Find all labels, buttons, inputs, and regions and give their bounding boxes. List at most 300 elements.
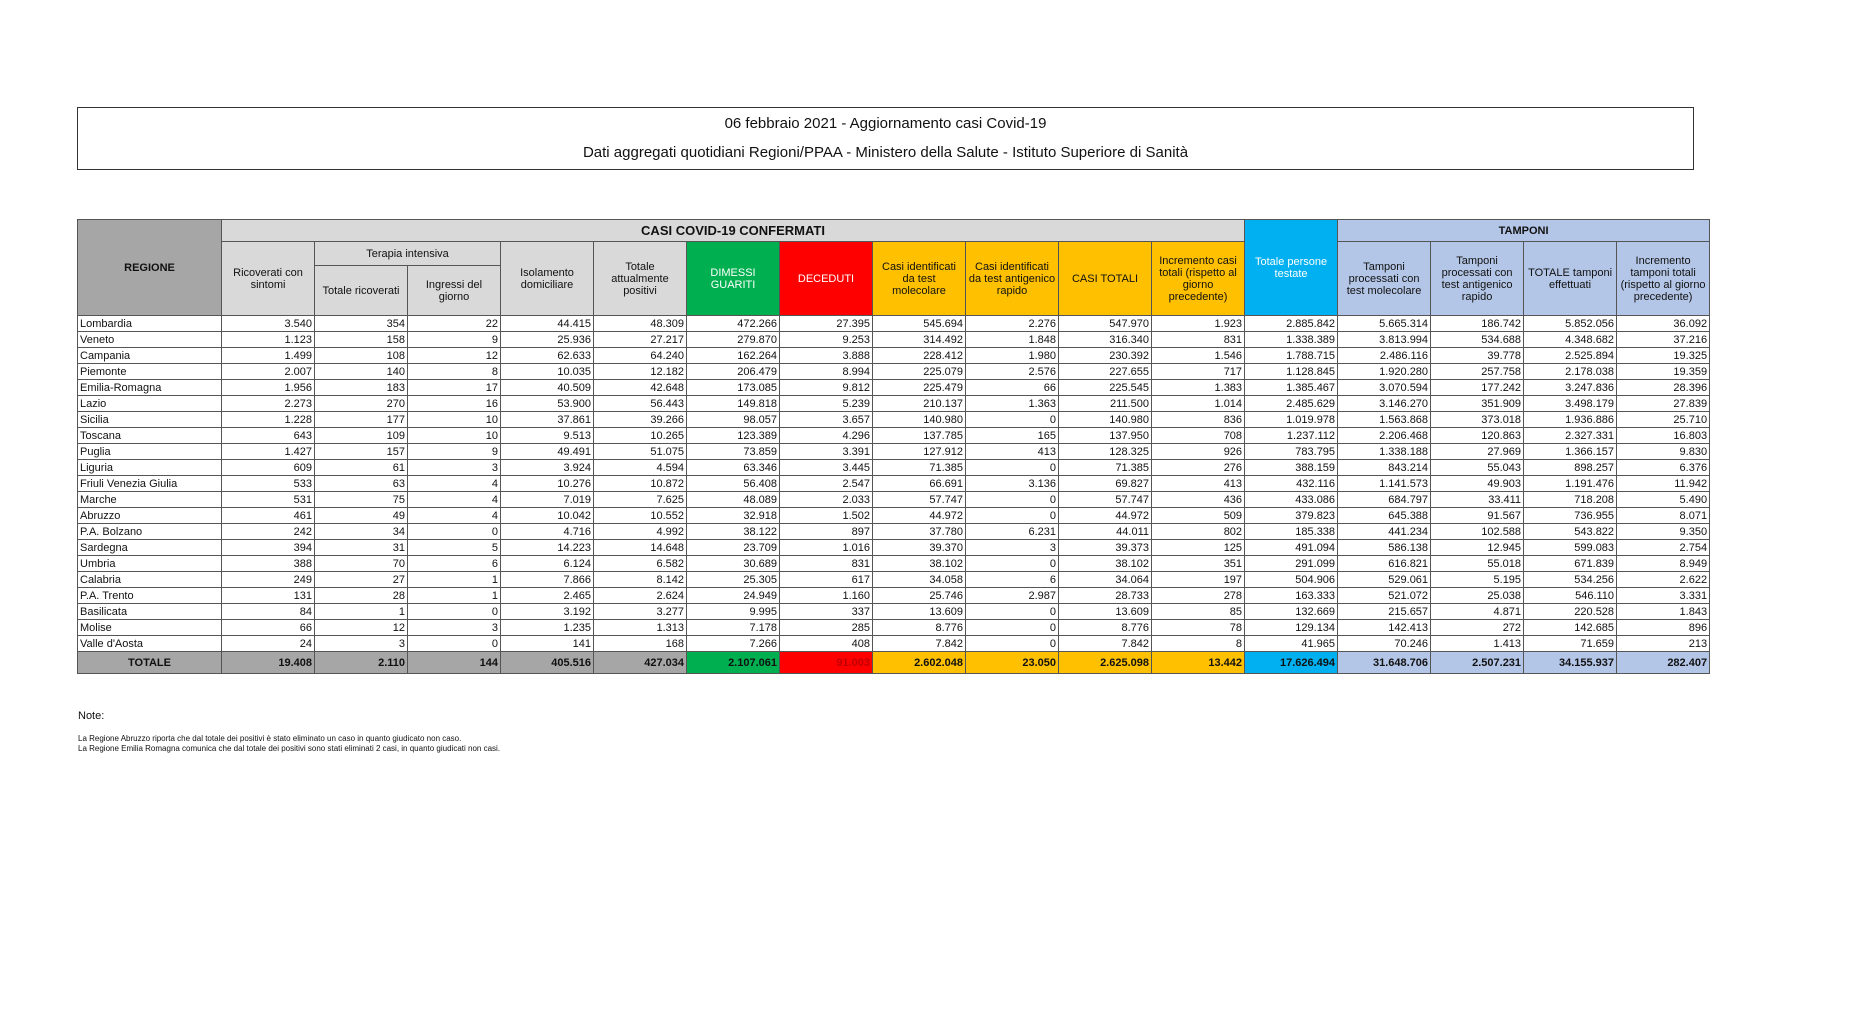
value-cell: 278 [1152, 588, 1245, 604]
value-cell: 1.123 [222, 332, 315, 348]
value-cell: 534.688 [1431, 332, 1524, 348]
value-cell: 2.178.038 [1524, 364, 1617, 380]
value-cell: 8 [1152, 636, 1245, 652]
value-cell: 2.206.468 [1338, 428, 1431, 444]
value-cell: 23.709 [687, 540, 780, 556]
value-cell: 39.778 [1431, 348, 1524, 364]
table-row [78, 460, 1710, 476]
value-cell: 129.134 [1245, 620, 1338, 636]
value-cell: 0 [966, 636, 1059, 652]
value-cell: 73.859 [687, 444, 780, 460]
value-cell: 220.528 [1524, 604, 1617, 620]
report-subtitle: Dati aggregati quotidiani Regioni/PPAA - Ministero della Salute - Istituto Superiore di Sanità [582, 144, 1189, 161]
value-cell: 40.509 [501, 380, 594, 396]
value-cell: 547.970 [1059, 316, 1152, 332]
table-row [78, 428, 1710, 444]
value-cell: 55.018 [1431, 556, 1524, 572]
value-cell: 4 [408, 476, 501, 492]
value-cell: 4 [408, 492, 501, 508]
value-cell: 61 [315, 460, 408, 476]
value-cell: 227.655 [1059, 364, 1152, 380]
value-cell: 84 [222, 604, 315, 620]
value-cell: 27 [315, 572, 408, 588]
value-cell: 27.969 [1431, 444, 1524, 460]
value-cell: 616.821 [1338, 556, 1431, 572]
value-cell: 2.273 [222, 396, 315, 412]
value-cell: 413 [966, 444, 1059, 460]
value-cell: 49 [315, 508, 408, 524]
value-cell: 165 [966, 428, 1059, 444]
value-cell: 521.072 [1338, 588, 1431, 604]
value-cell: 16.803 [1617, 428, 1710, 444]
value-cell: 34.058 [873, 572, 966, 588]
value-cell: 25.710 [1617, 412, 1710, 428]
value-cell: 8.142 [594, 572, 687, 588]
region-name-cell: Lazio [78, 396, 222, 412]
report-title: 06 febbraio 2021 - Aggiornamento casi Covid-19 [724, 115, 1047, 132]
value-cell: 69.827 [1059, 476, 1152, 492]
value-cell: 120.863 [1431, 428, 1524, 444]
value-cell: 9 [408, 332, 501, 348]
value-cell: 66 [966, 380, 1059, 396]
total-value-cell: 2.602.048 [873, 652, 966, 674]
value-cell: 28 [315, 588, 408, 604]
value-cell: 3.192 [501, 604, 594, 620]
value-cell: 645.388 [1338, 508, 1431, 524]
value-cell: 7.842 [873, 636, 966, 652]
value-cell: 491.094 [1245, 540, 1338, 556]
value-cell: 10.042 [501, 508, 594, 524]
value-cell: 28.396 [1617, 380, 1710, 396]
total-value-cell: 17.626.494 [1245, 652, 1338, 674]
header-ricoverati: Ricoverati con sintomi [222, 242, 315, 316]
value-cell: 211.500 [1059, 396, 1152, 412]
value-cell: 140.980 [873, 412, 966, 428]
value-cell: 2.622 [1617, 572, 1710, 588]
total-value-cell: 34.155.937 [1524, 652, 1617, 674]
value-cell: 671.839 [1524, 556, 1617, 572]
total-value-cell: 23.050 [966, 652, 1059, 674]
region-name-cell: Sicilia [78, 412, 222, 428]
value-cell: 1.848 [966, 332, 1059, 348]
value-cell: 1.936.886 [1524, 412, 1617, 428]
value-cell: 225.545 [1059, 380, 1152, 396]
value-cell: 24.949 [687, 588, 780, 604]
region-name-cell: Toscana [78, 428, 222, 444]
value-cell: 436 [1152, 492, 1245, 508]
value-cell: 56.408 [687, 476, 780, 492]
value-cell: 276 [1152, 460, 1245, 476]
value-cell: 213 [1617, 636, 1710, 652]
header-terapia-intensiva: Terapia intensiva [315, 242, 501, 266]
value-cell: 314.492 [873, 332, 966, 348]
value-cell: 27.395 [780, 316, 873, 332]
value-cell: 98.057 [687, 412, 780, 428]
value-cell: 56.443 [594, 396, 687, 412]
value-cell: 394 [222, 540, 315, 556]
value-cell: 843.214 [1338, 460, 1431, 476]
value-cell: 75 [315, 492, 408, 508]
table-row [78, 636, 1710, 652]
value-cell: 27.217 [594, 332, 687, 348]
value-cell: 6.231 [966, 524, 1059, 540]
region-name-cell: Veneto [78, 332, 222, 348]
value-cell: 279.870 [687, 332, 780, 348]
value-cell: 3 [408, 460, 501, 476]
value-cell: 0 [966, 620, 1059, 636]
value-cell: 71.659 [1524, 636, 1617, 652]
value-cell: 1.235 [501, 620, 594, 636]
value-cell: 831 [1152, 332, 1245, 348]
value-cell: 142.685 [1524, 620, 1617, 636]
value-cell: 2.486.116 [1338, 348, 1431, 364]
value-cell: 543.822 [1524, 524, 1617, 540]
value-cell: 44.011 [1059, 524, 1152, 540]
value-cell: 1.546 [1152, 348, 1245, 364]
value-cell: 509 [1152, 508, 1245, 524]
value-cell: 1.016 [780, 540, 873, 556]
value-cell: 16 [408, 396, 501, 412]
value-cell: 215.657 [1338, 604, 1431, 620]
total-value-cell: 13.442 [1152, 652, 1245, 674]
value-cell: 1.338.389 [1245, 332, 1338, 348]
value-cell: 10.276 [501, 476, 594, 492]
value-cell: 70.246 [1338, 636, 1431, 652]
value-cell: 38.122 [687, 524, 780, 540]
value-cell: 39.266 [594, 412, 687, 428]
value-cell: 44.972 [1059, 508, 1152, 524]
table-row [78, 476, 1710, 492]
value-cell: 1.499 [222, 348, 315, 364]
value-cell: 4.348.682 [1524, 332, 1617, 348]
table-row [78, 348, 1710, 364]
value-cell: 41.965 [1245, 636, 1338, 652]
table-row [78, 332, 1710, 348]
value-cell: 926 [1152, 444, 1245, 460]
value-cell: 0 [966, 460, 1059, 476]
value-cell: 2.327.331 [1524, 428, 1617, 444]
header-isolamento: Isolamento domiciliare [501, 242, 594, 316]
value-cell: 316.340 [1059, 332, 1152, 348]
value-cell: 140.980 [1059, 412, 1152, 428]
value-cell: 157 [315, 444, 408, 460]
table-body [78, 316, 1710, 674]
value-cell: 4.871 [1431, 604, 1524, 620]
header-casi-confermati: CASI COVID-19 CONFERMATI [222, 220, 1245, 242]
value-cell: 44.972 [873, 508, 966, 524]
value-cell: 2.576 [966, 364, 1059, 380]
total-value-cell: 144 [408, 652, 501, 674]
value-cell: 10.552 [594, 508, 687, 524]
table-row [78, 588, 1710, 604]
value-cell: 8.994 [780, 364, 873, 380]
note-abruzzo: La Regione Abruzzo riporta che dal totale dei positivi è stato eliminato un caso in quanto giudicato non caso. [78, 734, 462, 743]
region-name-cell: Marche [78, 492, 222, 508]
value-cell: 5 [408, 540, 501, 556]
value-cell: 3 [408, 620, 501, 636]
value-cell: 128.325 [1059, 444, 1152, 460]
value-cell: 472.266 [687, 316, 780, 332]
value-cell: 131 [222, 588, 315, 604]
table-row [78, 316, 1710, 332]
value-cell: 125 [1152, 540, 1245, 556]
value-cell: 2.525.894 [1524, 348, 1617, 364]
value-cell: 2.754 [1617, 540, 1710, 556]
table-row [78, 444, 1710, 460]
value-cell: 173.085 [687, 380, 780, 396]
value-cell: 3.331 [1617, 588, 1710, 604]
value-cell: 1.413 [1431, 636, 1524, 652]
value-cell: 1.128.845 [1245, 364, 1338, 380]
value-cell: 7.266 [687, 636, 780, 652]
value-cell: 1.956 [222, 380, 315, 396]
table-row [78, 524, 1710, 540]
value-cell: 1.923 [1152, 316, 1245, 332]
value-cell: 13.609 [1059, 604, 1152, 620]
value-cell: 531 [222, 492, 315, 508]
region-name-cell: Puglia [78, 444, 222, 460]
table-row [78, 620, 1710, 636]
value-cell: 210.137 [873, 396, 966, 412]
value-cell: 461 [222, 508, 315, 524]
value-cell: 141 [501, 636, 594, 652]
value-cell: 2.276 [966, 316, 1059, 332]
value-cell: 158 [315, 332, 408, 348]
value-cell: 28.733 [1059, 588, 1152, 604]
header-totale-tamponi: TOTALE tamponi effettuati [1524, 242, 1617, 316]
value-cell: 127.912 [873, 444, 966, 460]
region-name-cell: Umbria [78, 556, 222, 572]
header-ingressi: Ingressi del giorno [408, 266, 501, 316]
value-cell: 25.305 [687, 572, 780, 588]
value-cell: 684.797 [1338, 492, 1431, 508]
region-name-cell: Valle d'Aosta [78, 636, 222, 652]
value-cell: 7.019 [501, 492, 594, 508]
value-cell: 137.950 [1059, 428, 1152, 444]
value-cell: 1.385.467 [1245, 380, 1338, 396]
value-cell: 0 [966, 604, 1059, 620]
value-cell: 177 [315, 412, 408, 428]
value-cell: 831 [780, 556, 873, 572]
total-value-cell: 282.407 [1617, 652, 1710, 674]
value-cell: 1.563.868 [1338, 412, 1431, 428]
value-cell: 802 [1152, 524, 1245, 540]
value-cell: 9 [408, 444, 501, 460]
value-cell: 38.102 [1059, 556, 1152, 572]
value-cell: 1 [408, 588, 501, 604]
value-cell: 1.237.112 [1245, 428, 1338, 444]
value-cell: 836 [1152, 412, 1245, 428]
value-cell: 272 [1431, 620, 1524, 636]
value-cell: 185.338 [1245, 524, 1338, 540]
value-cell: 1.363 [966, 396, 1059, 412]
header-tamponi-molecolare: Tamponi processati con test molecolare [1338, 242, 1431, 316]
value-cell: 3.498.179 [1524, 396, 1617, 412]
value-cell: 14.648 [594, 540, 687, 556]
value-cell: 32.918 [687, 508, 780, 524]
value-cell: 49.491 [501, 444, 594, 460]
value-cell: 62.633 [501, 348, 594, 364]
value-cell: 8.949 [1617, 556, 1710, 572]
value-cell: 186.742 [1431, 316, 1524, 332]
value-cell: 379.823 [1245, 508, 1338, 524]
value-cell: 1.338.188 [1338, 444, 1431, 460]
value-cell: 140 [315, 364, 408, 380]
value-cell: 5.852.056 [1524, 316, 1617, 332]
value-cell: 6 [966, 572, 1059, 588]
region-name-cell: Calabria [78, 572, 222, 588]
value-cell: 1.502 [780, 508, 873, 524]
value-cell: 10.872 [594, 476, 687, 492]
total-row [78, 652, 1710, 674]
value-cell: 225.079 [873, 364, 966, 380]
report-title-box [77, 107, 1694, 170]
value-cell: 1.191.476 [1524, 476, 1617, 492]
value-cell: 38.102 [873, 556, 966, 572]
value-cell: 534.256 [1524, 572, 1617, 588]
total-value-cell: 31.648.706 [1338, 652, 1431, 674]
value-cell: 2.485.629 [1245, 396, 1338, 412]
region-name-cell: Molise [78, 620, 222, 636]
value-cell: 351 [1152, 556, 1245, 572]
value-cell: 3 [315, 636, 408, 652]
value-cell: 736.955 [1524, 508, 1617, 524]
value-cell: 1 [408, 572, 501, 588]
value-cell: 102.588 [1431, 524, 1524, 540]
value-cell: 55.043 [1431, 460, 1524, 476]
value-cell: 441.234 [1338, 524, 1431, 540]
value-cell: 66 [222, 620, 315, 636]
value-cell: 1.141.573 [1338, 476, 1431, 492]
value-cell: 546.110 [1524, 588, 1617, 604]
total-value-cell: 2.110 [315, 652, 408, 674]
value-cell: 9.513 [501, 428, 594, 444]
value-cell: 617 [780, 572, 873, 588]
value-cell: 17 [408, 380, 501, 396]
value-cell: 0 [966, 556, 1059, 572]
value-cell: 25.936 [501, 332, 594, 348]
value-cell: 270 [315, 396, 408, 412]
region-name-cell: Abruzzo [78, 508, 222, 524]
notes-label: Note: [78, 710, 105, 722]
table-row [78, 604, 1710, 620]
value-cell: 149.818 [687, 396, 780, 412]
value-cell: 132.669 [1245, 604, 1338, 620]
value-cell: 529.061 [1338, 572, 1431, 588]
value-cell: 2.885.842 [1245, 316, 1338, 332]
header-tamponi: TAMPONI [1338, 220, 1710, 242]
value-cell: 25.038 [1431, 588, 1524, 604]
header-incremento-tamponi: Incremento tamponi totali (rispetto al giorno precedente) [1617, 242, 1710, 316]
value-cell: 1.160 [780, 588, 873, 604]
value-cell: 34 [315, 524, 408, 540]
header-totale-ricoverati: Totale ricoverati [315, 266, 408, 316]
value-cell: 1.019.978 [1245, 412, 1338, 428]
value-cell: 257.758 [1431, 364, 1524, 380]
value-cell: 3 [966, 540, 1059, 556]
value-cell: 22 [408, 316, 501, 332]
total-value-cell: 427.034 [594, 652, 687, 674]
total-value-cell: 2.107.061 [687, 652, 780, 674]
table-row [78, 572, 1710, 588]
covid-data-table [77, 219, 1710, 674]
notes-section [78, 710, 500, 754]
value-cell: 7.842 [1059, 636, 1152, 652]
value-cell: 708 [1152, 428, 1245, 444]
value-cell: 354 [315, 316, 408, 332]
value-cell: 142.413 [1338, 620, 1431, 636]
value-cell: 3.924 [501, 460, 594, 476]
value-cell: 897 [780, 524, 873, 540]
value-cell: 242 [222, 524, 315, 540]
region-name-cell: Campania [78, 348, 222, 364]
value-cell: 39.370 [873, 540, 966, 556]
value-cell: 8.776 [873, 620, 966, 636]
value-cell: 0 [966, 508, 1059, 524]
value-cell: 1.788.715 [1245, 348, 1338, 364]
table-row [78, 540, 1710, 556]
value-cell: 1.427 [222, 444, 315, 460]
value-cell: 108 [315, 348, 408, 364]
value-cell: 2.624 [594, 588, 687, 604]
value-cell: 337 [780, 604, 873, 620]
value-cell: 2.547 [780, 476, 873, 492]
value-cell: 10.265 [594, 428, 687, 444]
value-cell: 10 [408, 412, 501, 428]
value-cell: 0 [966, 412, 1059, 428]
value-cell: 2.465 [501, 588, 594, 604]
value-cell: 36.092 [1617, 316, 1710, 332]
value-cell: 163.333 [1245, 588, 1338, 604]
region-name-cell: P.A. Bolzano [78, 524, 222, 540]
value-cell: 1.014 [1152, 396, 1245, 412]
value-cell: 24 [222, 636, 315, 652]
region-name-cell: Friuli Venezia Giulia [78, 476, 222, 492]
value-cell: 11.942 [1617, 476, 1710, 492]
value-cell: 206.479 [687, 364, 780, 380]
value-cell: 63 [315, 476, 408, 492]
value-cell: 533 [222, 476, 315, 492]
value-cell: 5.195 [1431, 572, 1524, 588]
value-cell: 3.136 [966, 476, 1059, 492]
value-cell: 388.159 [1245, 460, 1338, 476]
table-row [78, 492, 1710, 508]
value-cell: 2.007 [222, 364, 315, 380]
value-cell: 1.920.280 [1338, 364, 1431, 380]
value-cell: 0 [408, 524, 501, 540]
value-cell: 49.903 [1431, 476, 1524, 492]
value-cell: 3.540 [222, 316, 315, 332]
value-cell: 291.099 [1245, 556, 1338, 572]
value-cell: 4.992 [594, 524, 687, 540]
header-regione: REGIONE [78, 220, 222, 316]
value-cell: 5.490 [1617, 492, 1710, 508]
value-cell: 1.980 [966, 348, 1059, 364]
value-cell: 31 [315, 540, 408, 556]
value-cell: 183 [315, 380, 408, 396]
value-cell: 433.086 [1245, 492, 1338, 508]
value-cell: 4.716 [501, 524, 594, 540]
region-name-cell: Liguria [78, 460, 222, 476]
value-cell: 388 [222, 556, 315, 572]
value-cell: 3.146.270 [1338, 396, 1431, 412]
value-cell: 413 [1152, 476, 1245, 492]
region-name-cell: Basilicata [78, 604, 222, 620]
value-cell: 230.392 [1059, 348, 1152, 364]
value-cell: 643 [222, 428, 315, 444]
table-row [78, 508, 1710, 524]
value-cell: 3.657 [780, 412, 873, 428]
